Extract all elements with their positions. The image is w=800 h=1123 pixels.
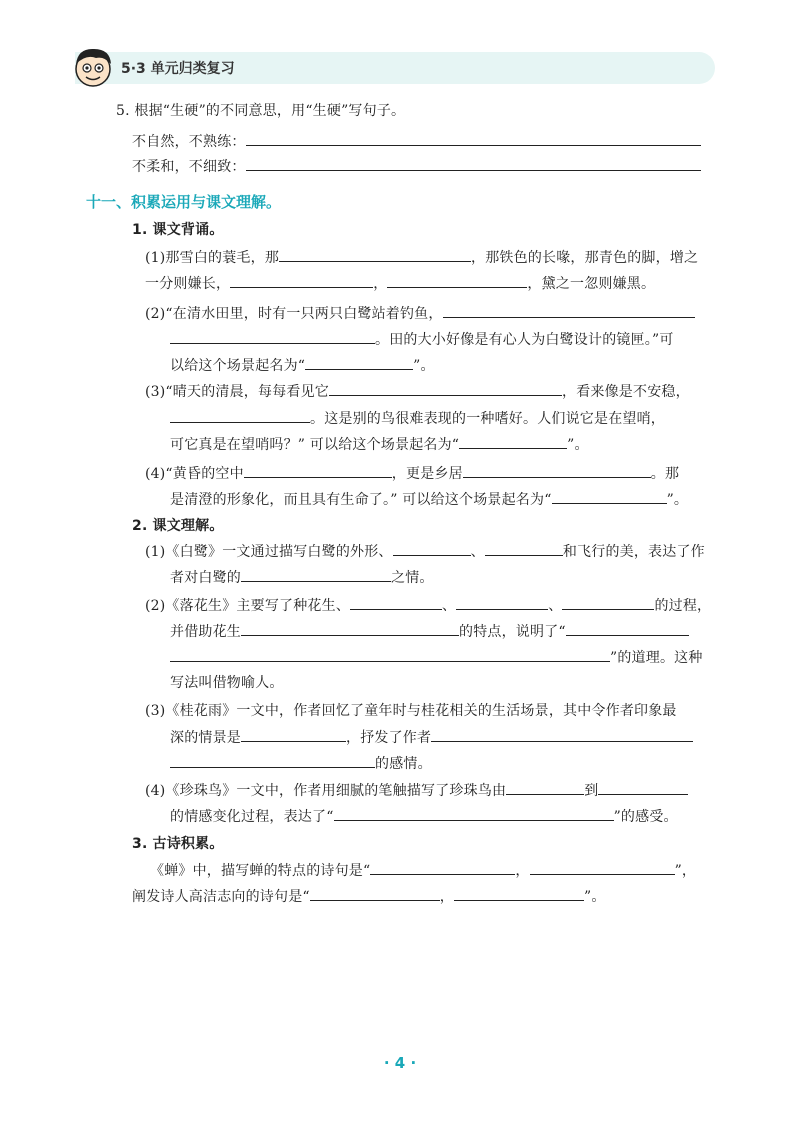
text: (1)《白鹭》一文通过描写白鹭的外形、 xyxy=(145,544,393,560)
answer-blank[interactable] xyxy=(443,303,695,318)
text: 一分则嫌长， xyxy=(145,276,231,292)
answer-blank[interactable] xyxy=(456,595,548,610)
text: ”的道理。这种 xyxy=(610,650,703,666)
answer-blank[interactable] xyxy=(230,273,373,288)
p2-i2-line-a xyxy=(145,595,711,616)
part3-title: 3. 古诗积累。 xyxy=(132,836,224,852)
answer-blank[interactable] xyxy=(530,860,675,875)
q5-line1 xyxy=(132,131,701,152)
answer-blank[interactable] xyxy=(334,806,614,821)
answer-blank[interactable] xyxy=(170,408,310,423)
p2-i3-line-c xyxy=(170,753,432,774)
answer-blank[interactable] xyxy=(566,621,689,636)
header-title: 5·3 单元归类复习 xyxy=(121,61,235,77)
p1-i1-line-b xyxy=(145,273,655,294)
answer-blank[interactable] xyxy=(459,434,567,449)
text: (3)《桂花雨》一文中，作者回忆了童年时与桂花相关的生活场景，其中令作者印象最 xyxy=(145,703,677,719)
q5-line2-label: 不柔和，不细致： xyxy=(132,159,246,175)
q5-title: 5. 根据“生硬”的不同意思，用“生硬”写句子。 xyxy=(116,103,406,119)
p2-i3-line-a xyxy=(145,701,677,721)
answer-blank[interactable] xyxy=(170,753,375,768)
answer-blank[interactable] xyxy=(246,131,701,146)
answer-blank[interactable] xyxy=(170,329,375,344)
answer-blank[interactable] xyxy=(279,247,471,262)
text: ”。 xyxy=(666,492,689,508)
text: ”。 xyxy=(567,437,589,453)
answer-blank[interactable] xyxy=(387,273,527,288)
p2-i1-line-b xyxy=(170,567,434,588)
p2-i4-line-b xyxy=(170,806,678,827)
text: ”， xyxy=(674,863,697,879)
p2-i2-line-d: 写法叫借物喻人。 xyxy=(170,675,284,691)
text: 的特点，说明了“ xyxy=(459,624,566,640)
text: (1)那雪白的蓑毛，那 xyxy=(145,250,280,266)
answer-blank[interactable] xyxy=(246,156,701,171)
text: ，更是乡居 xyxy=(391,466,463,482)
text: 是清澄的形象化，而且具有生命了。” 可以给这个场景起名为“ xyxy=(170,492,552,508)
text: 。那 xyxy=(650,466,680,482)
answer-blank[interactable] xyxy=(454,886,584,901)
part2-title: 2. 课文理解。 xyxy=(132,518,224,534)
p1-i4-line-b xyxy=(170,489,688,510)
section-title: 十一、积累运用与课文理解。 xyxy=(86,193,282,211)
answer-blank[interactable] xyxy=(350,595,442,610)
answer-blank[interactable] xyxy=(329,381,562,396)
text: 《蝉》中，描写蝉的特点的诗句是“ xyxy=(150,863,371,879)
answer-blank[interactable] xyxy=(485,541,563,556)
p1-i1-line-a xyxy=(145,247,698,268)
answer-blank[interactable] xyxy=(305,355,413,370)
text: (4)《珍珠鸟》一文中，作者用细腻的笔触描写了珍珠鸟由 xyxy=(145,783,507,799)
p3-line-a xyxy=(150,860,696,881)
text: 深的情景是 xyxy=(170,730,241,746)
text: 。田的大小好像是有心人为白鹭设计的镜匣。”可 xyxy=(375,332,674,348)
answer-blank[interactable] xyxy=(463,463,651,478)
text: 。这是别的鸟很难表现的一种嗜好。人们说它是在望哨， xyxy=(310,411,665,427)
answer-blank[interactable] xyxy=(244,463,392,478)
answer-blank[interactable] xyxy=(170,647,610,662)
p2-i3-line-b xyxy=(170,727,693,748)
text: ，黛之一忽则嫌黑。 xyxy=(527,276,656,292)
page-number: · 4 · xyxy=(383,1054,417,1072)
text: 、 xyxy=(442,598,457,614)
p2-i4-line-a xyxy=(145,780,688,801)
answer-blank[interactable] xyxy=(562,595,654,610)
text: ，那铁色的长喙，那青色的脚，增之 xyxy=(471,250,699,266)
text: ”的感受。 xyxy=(613,809,678,825)
text: (2)《落花生》主要写了种花生、 xyxy=(145,598,351,614)
text: (2)“在清水田里，时有一只两只白鹭站着钓鱼， xyxy=(145,306,443,322)
answer-blank[interactable] xyxy=(393,541,471,556)
p1-i2-line-b xyxy=(170,329,674,350)
p1-i3-line-a xyxy=(145,381,690,402)
p2-i1-line-a xyxy=(145,541,705,562)
p2-i2-line-b xyxy=(170,621,689,642)
p1-i3-line-b xyxy=(170,408,665,429)
text: ， xyxy=(515,863,530,879)
text: ”。 xyxy=(583,889,606,905)
p3-line-b xyxy=(132,886,606,907)
text: ，看来像是不安稳， xyxy=(562,384,690,400)
text: 的感情。 xyxy=(375,756,432,772)
text: (4)“黄昏的空中 xyxy=(145,466,244,482)
text: 、 xyxy=(548,598,563,614)
text: ， xyxy=(373,276,388,292)
answer-blank[interactable] xyxy=(506,780,584,795)
text: 到 xyxy=(584,783,599,799)
p2-i2-line-c xyxy=(170,647,703,668)
q5-line2 xyxy=(132,156,701,177)
answer-blank[interactable] xyxy=(370,860,515,875)
text: 、 xyxy=(470,544,485,560)
text: (3)“晴天的清晨，每每看见它 xyxy=(145,384,329,400)
p1-i3-line-c xyxy=(170,434,589,455)
text: ， xyxy=(439,889,454,905)
text: 之情。 xyxy=(391,570,434,586)
p1-i4-line-a xyxy=(145,463,679,484)
p1-i2-line-c xyxy=(170,355,435,376)
text: 的过程， xyxy=(654,598,712,614)
text: 阐发诗人高洁志向的诗句是“ xyxy=(132,889,310,905)
text: ”。 xyxy=(413,358,435,374)
text: 以给这个场景起名为“ xyxy=(170,358,306,374)
text: 者对白鹭的 xyxy=(170,570,241,586)
answer-blank[interactable] xyxy=(241,621,459,636)
boy-mascot-icon xyxy=(70,44,116,90)
text: 并借助花生 xyxy=(170,624,241,640)
text: ，抒发了作者 xyxy=(346,730,432,746)
answer-blank[interactable] xyxy=(310,886,440,901)
text: 的情感变化过程，表达了“ xyxy=(170,809,334,825)
answer-blank[interactable] xyxy=(552,489,667,504)
answer-blank[interactable] xyxy=(598,780,688,795)
q5-line1-label: 不自然，不熟练： xyxy=(132,134,246,150)
answer-blank[interactable] xyxy=(431,727,693,742)
text: 和飞行的美，表达了作 xyxy=(562,544,705,560)
answer-blank[interactable] xyxy=(241,567,391,582)
p1-i2-line-a xyxy=(145,303,695,324)
text: 可它真是在望哨吗？” 可以给这个场景起名为“ xyxy=(170,437,460,453)
part1-title: 1. 课文背诵。 xyxy=(132,222,224,238)
answer-blank[interactable] xyxy=(241,727,346,742)
